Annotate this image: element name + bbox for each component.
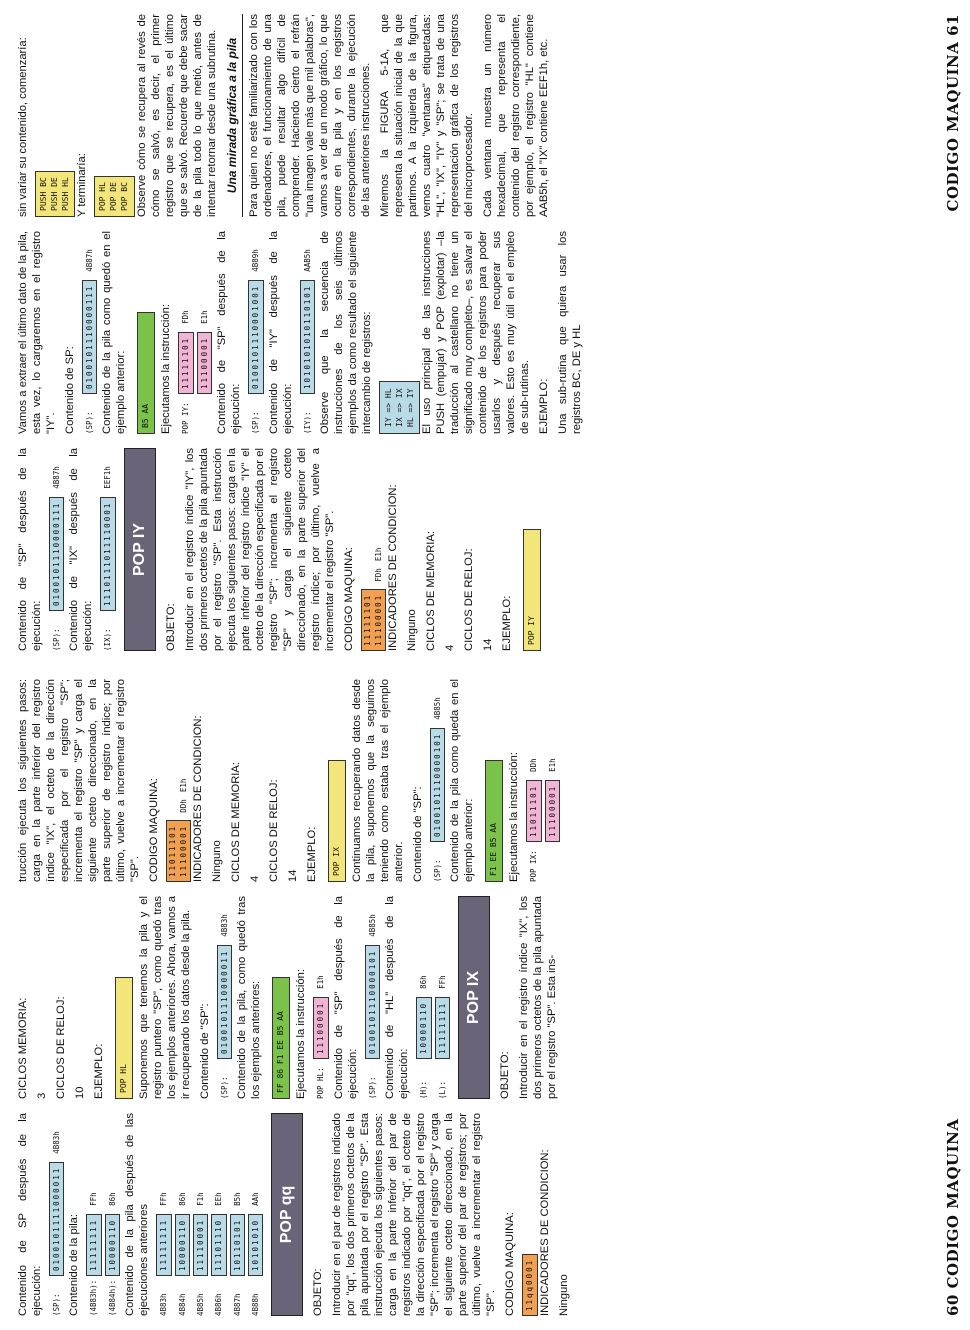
register-row: (IY): 1010101010110101 AAB5h bbox=[300, 231, 315, 434]
label: EJEMPLO: bbox=[305, 826, 318, 882]
value: 4 bbox=[443, 644, 456, 651]
register-row: (SP): 0100101110000111 4B87h bbox=[82, 231, 97, 434]
register-row: 4B83h 11111111 FFh bbox=[156, 1113, 171, 1316]
register-row: (SP): 0100101110000101 4B85h bbox=[430, 679, 445, 882]
label: Contenido de SP: bbox=[64, 346, 76, 434]
label: CICLOS MEMORIA: bbox=[17, 997, 29, 1099]
label: CODIGO MAQUINA: bbox=[504, 1212, 517, 1316]
label: Contenido de la pila después de las ejecuciones anteriores bbox=[124, 1113, 151, 1316]
stack-content: B5 AA bbox=[137, 312, 155, 434]
register-row: (SP): 0100101111000011 4B83h bbox=[49, 1113, 64, 1316]
register-row: (H): 10000110 86h bbox=[416, 896, 431, 1099]
body-text: Observe cómo se recupera al revés de cómo se salvó, es decir, el primer registro que se recupera, es el último que se salvó. Recuerde que debe sacar de la pila todo lo que metió, antes de intentar retornar desde una subrutina. bbox=[135, 14, 218, 217]
label: OBJETO: bbox=[498, 1051, 511, 1099]
section-heading: Una mirada gráfica a la pila bbox=[225, 14, 243, 217]
label: CODIGO MAQUINA: bbox=[148, 778, 160, 882]
example-code: POP IX bbox=[328, 760, 346, 882]
label: Contenido de "SP" después de la ejecución: bbox=[332, 896, 359, 1099]
register-row: 11100001 E1h bbox=[197, 231, 212, 434]
label: CICLOS DE MEMORIA: bbox=[424, 531, 437, 651]
label: Contenido de la pila como quedó en el ejemplo anterior: bbox=[101, 231, 128, 434]
body-text: Introducir en el par de registros indicado por "qq", los dos primeros octetos de la pila apuntada por el registro "SP". Esta instrucción ejecuta los siguientes pasos: carga en la parte inferior del par de registros indicado por "qq", el octeto de la dirección especificada por el registro "SP"; incrementa el registro "SP" y carga el siguiente octeto direccionado, en la parte superior del par de registros; por último, vuelve a incrementar el registro "SP". bbox=[331, 1113, 498, 1316]
label: CODIGO MAQUINA: bbox=[342, 547, 355, 651]
label: INDICADORES DE CONDICION: bbox=[538, 1149, 551, 1316]
example-code: POP IY bbox=[523, 529, 541, 651]
value: 14 bbox=[481, 638, 494, 651]
page60-col3: trucción ejecuta los siguientes pasos: carga en la parte inferior del registro índice "IX", el octeto de la dirección especificada por el registro "SP"; incrementa el registro "SP" y carga el siguiente octeto direccionado, en la parte superior de registro índice; por último, vuelve a incrementar el registro "SP". CODIGO MAQUINA: 11011101 11100001 DDh E1h INDICADORES DE CONDICION: Ninguno CICLOS DE MEMORIA: 4 CICLOS DE RELOJ: 14 EJEMPLO: POP IX Continuamos recuperando datos desde la pila, suponemos que la seguimos teniendo como estaba tras el ejemplo anterior. Contenido de "SP": (SP): 0100101110000101 4B85h Contenido de la pila como queda en el ejemplo anterior: F1 EE B5 AA Ejecutamos la instrucción: POP IX: 11011101 DDh 11100001 E1h bbox=[16, 679, 930, 882]
label: Contenido de "SP" después de la ejecución: bbox=[216, 231, 243, 434]
body-text: trucción ejecuta los siguientes pasos: carga en la parte inferior del registro índice "IX", el octeto de la dirección especificada por el registro "SP"; incrementa el registro "SP" y carga el siguiente octeto direccionado, en la parte superior de registro índice; por último, vuelve a incrementar el registro "SP". bbox=[17, 679, 141, 882]
label: Ejecutamos la instrucción: bbox=[508, 752, 521, 882]
section-heading: POP IY bbox=[124, 448, 156, 651]
label: Contenido de "SP": bbox=[199, 1003, 211, 1099]
body-text: Continuamos recuperando datos desde la pila, suponemos que la seguimos teniendo como estaba tras el ejemplo anterior. bbox=[350, 679, 405, 882]
value: 3 bbox=[36, 1092, 48, 1099]
page-footer: 60 CODIGO MAQUINA bbox=[944, 1118, 962, 1316]
register-row: (IX): 1110111011110001 EEF1h bbox=[100, 448, 115, 651]
label: Y terminaría: bbox=[76, 153, 89, 217]
register-row: 4B87h 10110101 B5h bbox=[230, 1113, 245, 1316]
body-text: Cada ventana muestra un número hexadecimal, que representa el contenido del registro correspondiente, por ejemplo, el registro "HL" contiene AAB5h, el "IX" contiene EEF1h, etc. bbox=[481, 14, 550, 217]
machine-code: 11011101 11100001 bbox=[166, 820, 191, 882]
label: INDICADORES DE CONDICION: bbox=[386, 484, 399, 651]
page61-col1: Contenido de "SP" después de la ejecución: (SP): 0100101110000111 4B87h Contenido de "IX" después de la ejecución: (IX): 1110111011110001 EEF1h POP IY OBJETO: Introducir en el registro índice "IY", los dos primeros octetos de la pila apuntada por el registro "SP". Esta instrucción ejecuta los siguientes pasos: carga en la parte inferior del registro índice "IY" el octeto de la dirección especificada por el registro "SP"; incrementa el registro "SP" y carga el siguiente octeto direccionado, en la parte superior del registro índice; por último, vuelve a incrementar el registro "SP". CODIGO MAQUINA: 11111101 11100001 FDh E1h INDICADORES DE CONDICION: Ninguno CICLOS DE MEMORIA: 4 CICLOS DE RELOJ: 14 EJEMPLO: POP IY bbox=[16, 448, 930, 651]
page-60 bbox=[0, 665, 970, 1330]
register-row: POP IX: 11011101 DDh bbox=[526, 679, 541, 882]
register-row: 4B84h 10000110 86h bbox=[175, 1113, 190, 1316]
page61-col3 bbox=[16, 14, 930, 217]
body-text: sin variar su contenido, comenzaría: bbox=[17, 37, 29, 217]
register-row: (L): 11111111 FFh bbox=[435, 896, 450, 1099]
body-text: Miremos la FIGURA 5-1A, que representa la situación inicial de la que partimos. A la izquierda de la figura, vemos cuatro "ventanas" etiquetadas: "HL", "IX", "IY" y "SP"; se trata de una representación gráfica de los registros del microprocesador. bbox=[378, 14, 475, 217]
section-heading: POP qq bbox=[271, 1113, 303, 1316]
value: 14 bbox=[286, 869, 299, 882]
body-text: Observe que la secuencia de instrucciones de los seis últimos ejemplos da como resultado el siguiente intercambio de registros: bbox=[318, 231, 373, 434]
register-row: (SP): 0100101110000111 4B87h bbox=[49, 448, 64, 651]
stack-content: F1 EE B5 AA bbox=[485, 760, 503, 882]
label: EJEMPLO: bbox=[93, 1043, 105, 1099]
page-footer: CODIGO MAQUINA 61 bbox=[944, 14, 962, 212]
register-row: POP HL: 11100001 E1h bbox=[313, 896, 328, 1099]
push-block: PUSH BC PUSH DE PUSH HL bbox=[35, 171, 75, 217]
register-row: POP IY: 11111101 FDh bbox=[178, 231, 193, 434]
machine-code: 11111101 11100001 bbox=[361, 589, 386, 651]
label: OBJETO: bbox=[164, 603, 177, 651]
body-text: El uso principal de las instrucciones PUSH (empujar) y POP (explotar) –la traducción al castellano no tiene un significado muy completo–, es salvar el contenido de los registros para poder usarlos y después recuperar sus valores. Esto es muy útil en el empleo de sub-rutinas. bbox=[421, 231, 532, 434]
register-row: 11100001 E1h bbox=[545, 679, 560, 882]
section-heading: POP IX bbox=[458, 896, 490, 1099]
label: CICLOS DE RELOJ: bbox=[55, 996, 67, 1099]
label: Contenido de la pila, como quedó tras los ejemplos anteriores: bbox=[236, 896, 263, 1099]
register-row: (SP): 0100101110001001 4B89h bbox=[248, 231, 263, 434]
pop-block: POP HL POP DE POP BC bbox=[94, 176, 134, 217]
label: EJEMPLO: bbox=[500, 595, 513, 651]
body-text: Una sub-rutina que quiera usar los registros BC, DE y HL bbox=[557, 231, 584, 434]
body-text: Introducir en el registro índice "IY", los dos primeros octetos de la pila apuntada por el registro "SP". Esta instrucción ejecuta los siguientes pasos: carga en la parte inferior del registro índice "IY" el octeto de la dirección especificada por el registro "SP"; incrementa el registro "SP" y carga el siguiente octeto direccionado, en la parte superior del registro índice; por último, vuelve a incrementar el registro "SP". bbox=[183, 448, 336, 651]
body-text: Introducir en el registro índice "IX", los dos primeros octetos de la pila apuntada por el registro "SP". Esta ins- bbox=[517, 896, 558, 1099]
label: INDICADORES DE CONDICION: bbox=[191, 715, 204, 882]
label: Contenido de "IY" después de la ejecución: bbox=[267, 231, 294, 434]
page60-col2 bbox=[16, 896, 930, 1099]
stack-content: FF 86 F1 EE B5 AA bbox=[272, 977, 290, 1099]
example-code: POP HL bbox=[115, 977, 133, 1099]
label: Contenido de "SP" después de la ejecución: bbox=[17, 448, 43, 651]
label: OBJETO: bbox=[312, 1268, 325, 1316]
body-text: Para quien no esté familiarizado con los ordenadores, el funcionamiento de una pila, puede resultar algo difícil de comprender. Haciendo cierto el refrán "una imagen vale más que mil palabras", vamos a ver de un modo gráfico, lo que ocurre en la pila y en los registros correspondientes, durante la ejecución de las anteriores instrucciones. bbox=[247, 14, 372, 217]
label: CICLOS DE RELOJ: bbox=[462, 548, 475, 651]
label: Ejecutamos la instrucción: bbox=[160, 304, 173, 434]
value: Ninguno bbox=[405, 609, 418, 651]
value: 4 bbox=[248, 875, 261, 882]
register-row: (SP): 0100101110000101 4B85h bbox=[365, 896, 380, 1099]
register-row: (SP): 0100101110000011 4B83h bbox=[217, 896, 232, 1099]
body-text: Vamos a extraer el último dato de la pila, esta vez, lo cargaremos en el registro "IY". bbox=[17, 231, 57, 434]
register-row: 4B86h 11101110 EEh bbox=[211, 1113, 226, 1316]
label: Contenido de "SP": bbox=[411, 786, 424, 882]
register-row: (4B84h): 10000110 86h bbox=[105, 1113, 120, 1316]
label: Contenido de SP después de la ejecución: bbox=[17, 1113, 43, 1316]
value: Ninguno bbox=[557, 1274, 570, 1316]
label: CICLOS DE MEMORIA: bbox=[229, 762, 242, 882]
page61-col2 bbox=[16, 231, 930, 434]
value: 10 bbox=[74, 1086, 86, 1099]
label: CICLOS DE RELOJ: bbox=[267, 779, 280, 882]
value: Ninguno bbox=[210, 840, 223, 882]
register-exchange: IY => HL IX => IX HL => IY bbox=[379, 381, 421, 434]
register-row: 4B88h 10101010 AAh bbox=[248, 1113, 263, 1316]
label: Contenido de la pila: bbox=[68, 1213, 81, 1316]
label: Ejecutamos la instrucción: bbox=[295, 969, 308, 1099]
register-row: 4B85h 11110001 F1h bbox=[193, 1113, 208, 1316]
label: EJEMPLO: bbox=[538, 378, 551, 434]
label: Contenido de la pila como queda en el ejemplo anterior: bbox=[449, 679, 476, 882]
label: Contenido de "HL" después de la ejecución: bbox=[384, 896, 411, 1099]
register-row: (4B83h): 11111111 FFh bbox=[86, 1113, 101, 1316]
body-text: Suponemos que tenemos la pila y el registro puntero "SP", como quedó tras los ejemplos anteriores. Ahora, vamos a ir recuperando los datos desde la pila. bbox=[138, 896, 192, 1099]
page60-col1 bbox=[16, 1113, 930, 1316]
label: Contenido de "IX" después de la ejecución: bbox=[68, 448, 95, 651]
machine-code: 11qq0001 bbox=[522, 1254, 537, 1316]
